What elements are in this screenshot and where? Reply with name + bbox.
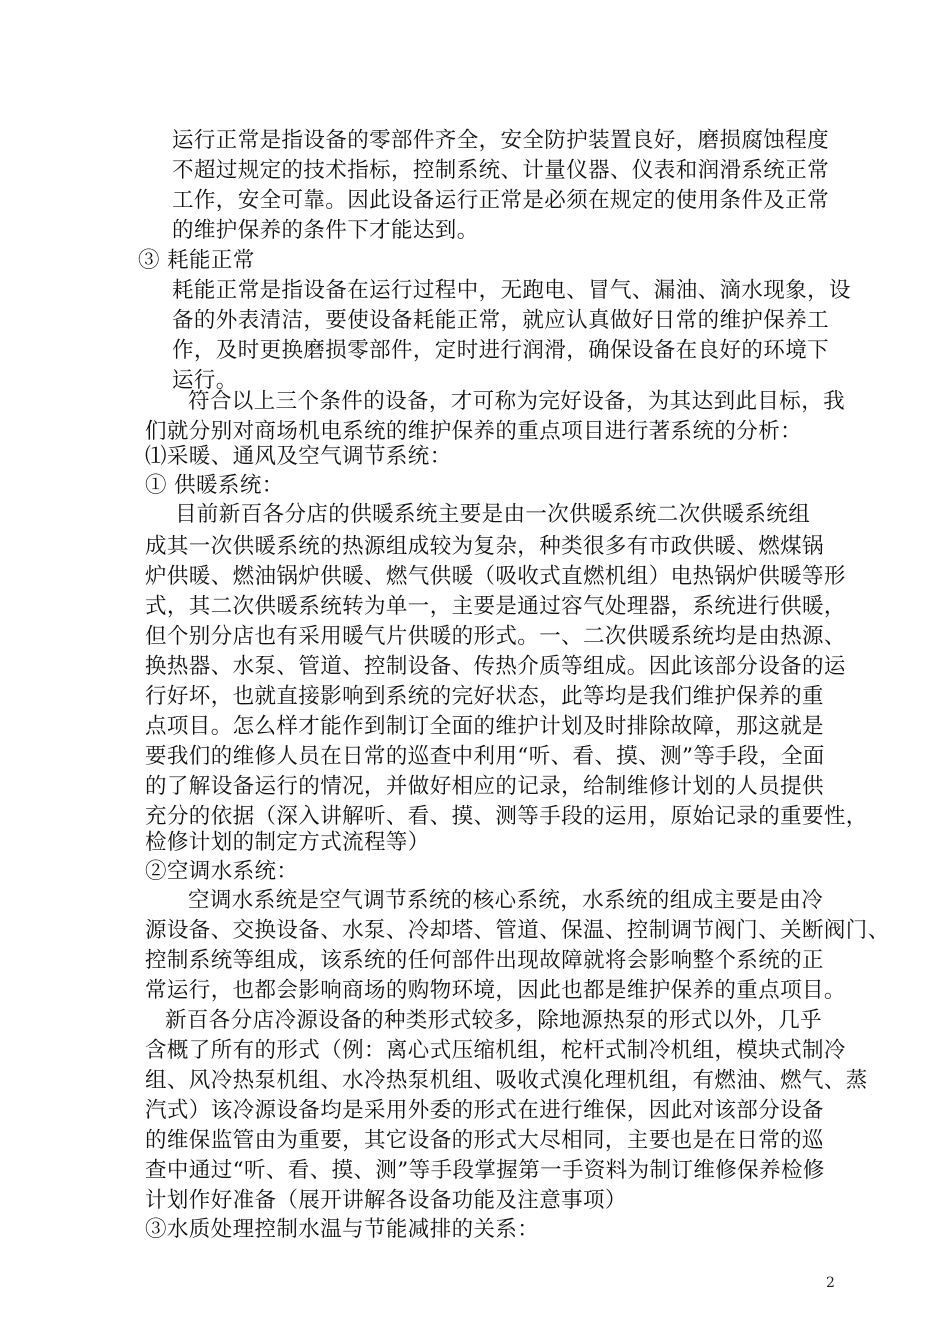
paragraph-line: 充分的依据（深入讲解听、看、摸、测等手段的运用，原始记录的重要性， bbox=[145, 804, 868, 829]
paragraph-line: 炉供暖、燃油锅炉供暖、燃气供暖（吸收式直燃机组）电热锅炉供暖等形 bbox=[145, 564, 846, 589]
section-heading: ⑴采暖、通风及空气调节系统： bbox=[145, 444, 452, 469]
section-heading: ③水质处理控制水温与节能减排的关系： bbox=[145, 1217, 540, 1242]
paragraph-line: 目前新百各分店的供暖系统主要是由一次供暖系统二次供暖系统组 bbox=[175, 502, 811, 527]
section-heading: ③ 耗能正常 bbox=[138, 248, 255, 273]
paragraph-line: 备的外表清洁，要使设备耗能正常，就应认真做好日常的维护保养工 bbox=[172, 308, 830, 333]
paragraph-line: 符合以上三个条件的设备，才可称为完好设备，为其达到此目标，我 bbox=[188, 389, 846, 414]
paragraph-line: 不超过规定的技术指标，控制系统、计量仪器、仪表和润滑系统正常 bbox=[172, 158, 830, 183]
page-number: 2 bbox=[826, 1275, 835, 1291]
paragraph-line: 作，及时更换磨损零部件，定时进行润滑，确保设备在良好的环境下 bbox=[172, 338, 830, 363]
paragraph-line: 工作，安全可靠。因此设备运行正常是必须在规定的使用条件及正常 bbox=[172, 188, 830, 213]
paragraph-line: 换热器、水泵、管道、控制设备、传热介质等组成。因此该部分设备的运 bbox=[145, 654, 846, 679]
paragraph-line: 的了解设备运行的情况，并做好相应的记录，给制维修计划的人员提供 bbox=[145, 774, 824, 799]
paragraph-line: 的维护保养的条件下才能达到。 bbox=[172, 218, 479, 243]
paragraph-line: 点项目。怎么样才能作到制订全面的维护计划及时排除故障，那这就是 bbox=[145, 714, 824, 739]
paragraph-line: 查中通过“听、看、摸、测”等手段掌握第一手资料为制订维修保养检修 bbox=[145, 1158, 825, 1183]
paragraph-line: 常运行，也都会影响商场的购物环境，因此也都是维护保养的重点项目。 bbox=[145, 978, 846, 1003]
paragraph-line: 们就分别对商场机电系统的维护保养的重点项目进行著系统的分析： bbox=[145, 419, 803, 444]
paragraph-line: 式，其二次供暖系统转为单一，主要是通过容气处理器，系统进行供暖， bbox=[145, 594, 846, 619]
paragraph-line: 计划作好准备（展开讲解各设备功能及注意事项） bbox=[145, 1188, 627, 1213]
paragraph-line: 空调水系统是空气调节系统的核心系统，水系统的组成主要是由冷 bbox=[188, 888, 824, 913]
paragraph-line: 成其一次供暖系统的热源组成较为复杂，种类很多有市政供暖、燃煤锅 bbox=[145, 534, 824, 559]
paragraph-line: 耗能正常是指设备在运行过程中，无跑电、冒气、漏油、滴水现象，设 bbox=[172, 278, 851, 303]
paragraph-line: 新百各分店冷源设备的种类形式较多，除地源热泵的形式以外，几乎 bbox=[165, 1008, 823, 1033]
paragraph-line: 汽式）该冷源设备均是采用外委的形式在进行维保，因此对该部分设备 bbox=[145, 1098, 824, 1123]
paragraph-line: 行好坏，也就直接影响到系统的完好状态，此等均是我们维护保养的重 bbox=[145, 684, 824, 709]
section-heading: ②空调水系统： bbox=[145, 859, 299, 884]
paragraph-line: 要我们的维修人员在日常的巡查中利用“听、看、摸、测”等手段，全面 bbox=[145, 744, 825, 769]
paragraph-line: 控制系统等组成，该系统的任何部件出现故障就将会影响整个系统的正 bbox=[145, 948, 824, 973]
paragraph-line: 运行正常是指设备的零部件齐全，安全防护装置良好，磨损腐蚀程度 bbox=[172, 128, 830, 153]
section-heading: ① 供暖系统： bbox=[145, 473, 284, 498]
paragraph-line: 组、风冷热泵机组、水冷热泵机组、吸收式溴化理机组，有燃油、燃气、蒸 bbox=[145, 1068, 868, 1093]
paragraph-line: 但个别分店也有采用暖气片供暖的形式。一、二次供暖系统均是由热源、 bbox=[145, 624, 846, 649]
paragraph-line: 检修计划的制定方式流程等） bbox=[145, 830, 430, 855]
paragraph-line: 的维保监管由为重要，其它设备的形式大尽相同，主要也是在日常的巡 bbox=[145, 1128, 824, 1153]
paragraph-line: 含概了所有的形式（例：离心式压缩机组，柁杆式制冷机组，模块式制冷 bbox=[145, 1038, 846, 1063]
paragraph-line: 运行。 bbox=[172, 368, 238, 393]
paragraph-line: 源设备、交换设备、水泵、冷却塔、管道、保温、控制调节阀门、关断阀门、 bbox=[145, 918, 890, 943]
